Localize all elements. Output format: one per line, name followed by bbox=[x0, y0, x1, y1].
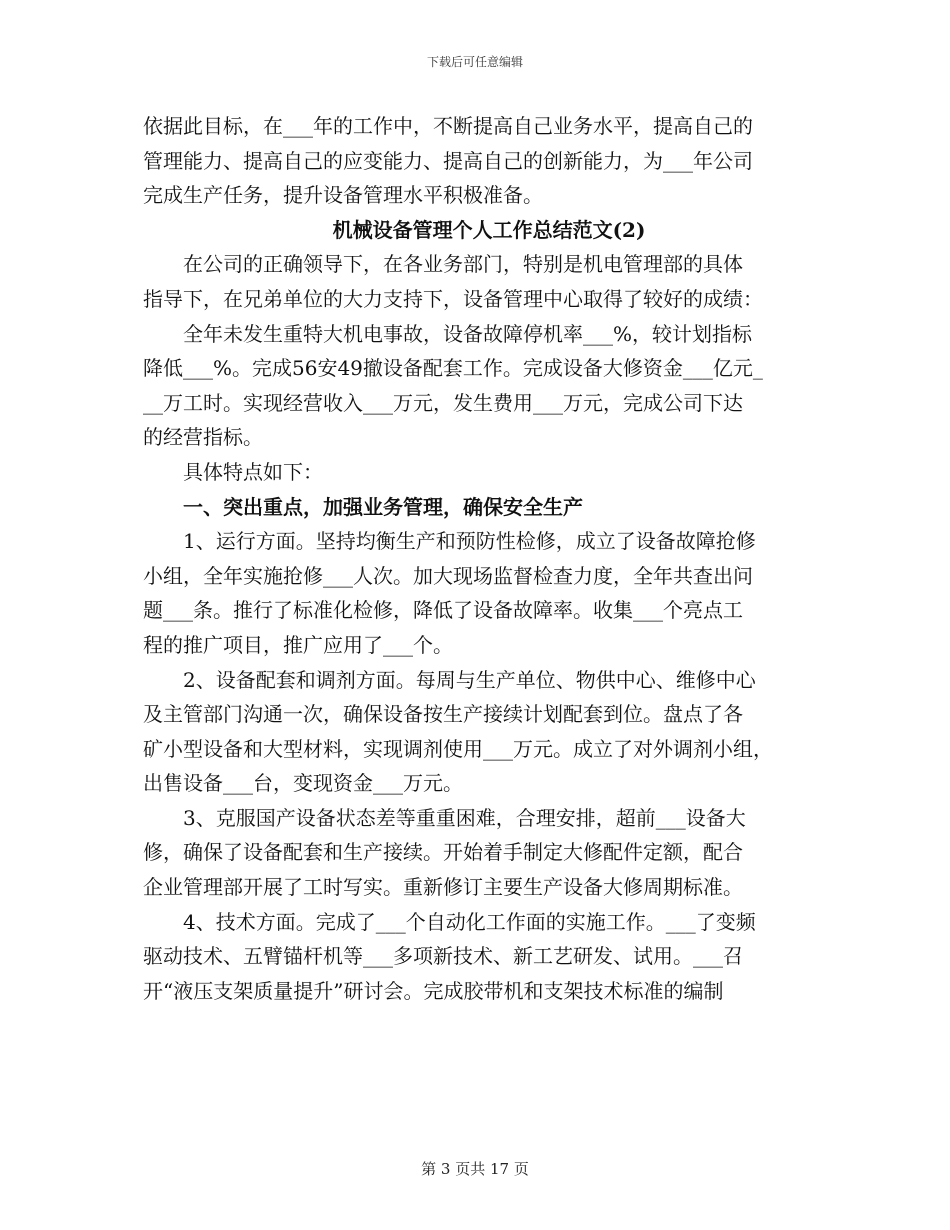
paragraph-line: 开“液压支架质量提升”研讨会。完成胶带机和支架技术标准的编制 bbox=[143, 978, 724, 1003]
paragraph-line: 出售设备___台，变现资金___万元。 bbox=[143, 771, 463, 796]
paragraph-line: 1、运行方面。坚持均衡生产和预防性检修，成立了设备故障抢修 bbox=[183, 529, 756, 554]
paragraph-line: 的经营指标。 bbox=[143, 425, 263, 450]
page-header: 下载后可任意编辑 bbox=[426, 55, 523, 69]
paragraph-line: 及主管部门沟通一次，确保设备按生产接续计划配套到位。盘点了各 bbox=[143, 702, 743, 727]
paragraph-line: 依据此目标，在___年的工作中，不断提高自己业务水平，提高自己的 bbox=[143, 114, 753, 138]
paragraph-line: 修，确保了设备配套和生产接续。开始着手制定大修配件定额，配合 bbox=[143, 840, 743, 865]
paragraph-line: 3、克服国产设备状态差等重重困难，合理安排，超前___设备大 bbox=[183, 805, 746, 830]
paragraph-line: 矿小型设备和大型材料，实现调剂使用___万元。成立了对外调剂小组， bbox=[143, 736, 773, 761]
paragraph-line: 指导下，在兄弟单位的大力支持下，设备管理中心取得了较好的成绩： bbox=[143, 286, 763, 311]
paragraph-line: 小组，全年实施抢修___人次。加大现场监督检查力度，全年共查出问 bbox=[143, 563, 753, 588]
section-title: 机械设备管理个人工作总结范文(2) bbox=[332, 217, 646, 242]
document-body bbox=[143, 109, 811, 1008]
paragraph-line: __万工时。实现经营收入___万元，发生费用___万元，完成公司下达 bbox=[143, 390, 743, 415]
paragraph-line: 企业管理部开展了工时写实。重新修订主要生产设备大修周期标准。 bbox=[143, 875, 743, 900]
section-heading: 一、突出重点，加强业务管理，确保安全生产 bbox=[183, 494, 583, 519]
paragraph-line: 完成生产任务，提升设备管理水平积极准备。 bbox=[143, 183, 543, 208]
paragraph-line: 程的推广项目，推广应用了___个。 bbox=[143, 632, 453, 657]
paragraph-line: 题___条。推行了标准化检修，降低了设备故障率。收集___个亮点工 bbox=[143, 598, 743, 623]
page-footer: 第 3 页共 17 页 bbox=[421, 1160, 529, 1178]
paragraph-line: 4、技术方面。完成了___个自动化工作面的实施工作。___了变频 bbox=[183, 909, 756, 934]
paragraph-line: 驱动技术、五臂锚杆机等___多项新技术、新工艺研发、试用。___召 bbox=[143, 944, 743, 969]
paragraph-line: 2、设备配套和调剂方面。每周与生产单位、物供中心、维修中心 bbox=[183, 667, 756, 692]
paragraph-line: 全年未发生重特大机电事故，设备故障停机率___%，较计划指标 bbox=[183, 321, 753, 346]
paragraph-line: 管理能力、提高自己的应变能力、提高自己的创新能力，为___年公司 bbox=[143, 148, 753, 173]
paragraph-line: 具体特点如下： bbox=[183, 459, 323, 484]
paragraph-line: 降低___%。完成56安49撤设备配套工作。完成设备大修资金___亿元_ bbox=[143, 356, 763, 381]
paragraph-line: 在公司的正确领导下，在各业务部门，特别是机电管理部的具体 bbox=[183, 252, 743, 277]
